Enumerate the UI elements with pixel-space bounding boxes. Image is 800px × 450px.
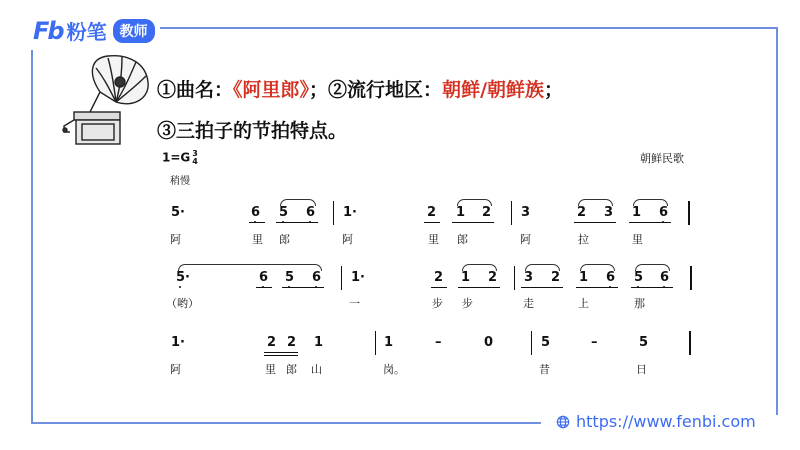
brand-logo — [33, 16, 155, 45]
underline-beam — [424, 222, 440, 223]
note: 1· — [343, 205, 357, 220]
slur — [280, 199, 316, 206]
tempo-marking: 稍慢 — [170, 176, 190, 187]
brand-name: 粉笔 — [66, 20, 107, 44]
globe-icon — [556, 415, 570, 429]
note: 6 — [259, 271, 268, 285]
key-label: 1=G — [162, 150, 191, 165]
note: – — [435, 335, 442, 350]
slur — [178, 264, 322, 271]
lyric: 一 — [349, 297, 360, 310]
region-answer: 朝鲜/朝鲜族 — [442, 79, 545, 101]
underline-beam — [576, 287, 618, 288]
underline-beam — [264, 355, 298, 356]
note: 3 — [604, 205, 614, 220]
score-key-signature — [162, 150, 198, 166]
question-3-line — [157, 116, 347, 143]
barline — [375, 331, 376, 355]
barline — [341, 266, 342, 290]
barline — [690, 266, 692, 290]
note: 1 — [314, 335, 324, 350]
q1-end: ； — [544, 79, 564, 101]
barline — [688, 201, 690, 225]
time-bottom: 4 — [192, 157, 198, 166]
note: 6 — [606, 271, 615, 285]
slur — [457, 199, 492, 206]
note: 2 — [482, 205, 492, 220]
note: 6 — [660, 271, 669, 285]
underline-beam — [629, 222, 671, 223]
note: 6 — [312, 271, 321, 285]
q2-label: ②流行地区： — [328, 79, 443, 101]
note: 5 — [285, 271, 294, 285]
slur — [578, 199, 613, 206]
slur — [462, 264, 497, 271]
note: 2 — [551, 270, 561, 285]
frame-top-line — [160, 27, 777, 29]
underline-beam — [431, 287, 447, 288]
lyric: 里 — [252, 233, 263, 246]
barline — [531, 331, 532, 355]
underline-beam — [256, 287, 272, 288]
barline — [511, 201, 512, 225]
lyric: 昔 — [539, 363, 550, 376]
underline-beam — [574, 222, 616, 223]
note: 2 — [488, 270, 498, 285]
lyric: 步 — [432, 297, 443, 310]
frame-right-line — [776, 27, 778, 415]
lyric: 步 — [462, 297, 473, 310]
lyric: 里 — [632, 233, 643, 246]
underline-beam — [452, 222, 494, 223]
question-1-line — [157, 75, 563, 102]
lyric: 郎 — [457, 233, 468, 246]
q1-prefix: ①曲名： — [157, 79, 234, 101]
time-top: 3 — [192, 149, 198, 158]
lyric: 日 — [636, 363, 647, 376]
underline-beam — [264, 352, 298, 353]
lyric: 郎 — [286, 363, 297, 376]
brand-mark: Fb — [33, 16, 63, 45]
note: 2 — [427, 205, 437, 220]
brand-badge: 教师 — [113, 19, 155, 43]
note: 5 — [639, 335, 649, 350]
lyric: 阿 — [170, 233, 181, 246]
note: 1 — [461, 270, 471, 285]
underline-beam — [631, 287, 673, 288]
slur — [525, 264, 560, 271]
website-url[interactable]: https://www.fenbi.com — [576, 412, 756, 431]
note: 6 — [659, 206, 668, 220]
barline — [333, 201, 334, 225]
note: 3 — [524, 270, 534, 285]
q1-separator: ； — [309, 79, 329, 101]
note: 6 — [306, 206, 315, 220]
website-link[interactable] — [556, 412, 756, 431]
q3-text: ③三拍子的节拍特点。 — [157, 120, 348, 142]
note: 2 — [434, 270, 444, 285]
note: 1· — [351, 270, 365, 285]
song-title: 《阿里郎》 — [233, 79, 310, 101]
lyric: （哟） — [166, 297, 199, 310]
lyric: 上 — [578, 297, 589, 310]
note: 1· — [171, 335, 185, 350]
time-signature — [192, 150, 198, 166]
underline-beam — [521, 287, 563, 288]
note: 5 — [541, 335, 551, 350]
note: 2 — [267, 335, 277, 350]
barline — [689, 331, 691, 355]
lyric: 山 — [311, 363, 322, 376]
lyric: 郎 — [279, 233, 290, 246]
underline-beam — [249, 222, 265, 223]
note: 0 — [484, 335, 494, 350]
note: 5 — [634, 271, 643, 285]
lyric: 阿 — [520, 233, 531, 246]
lyric: 拉 — [578, 233, 589, 246]
note: 1 — [579, 270, 589, 285]
phonograph-icon — [60, 52, 152, 148]
note: 1 — [384, 335, 394, 350]
composer-label: 朝鲜民歌 — [640, 152, 684, 165]
note: 1 — [632, 205, 642, 220]
frame-bottom-line — [31, 422, 541, 424]
note: – — [591, 335, 598, 350]
slur — [633, 199, 668, 206]
lyric: 阿 — [170, 363, 181, 376]
note: 1 — [456, 205, 466, 220]
lyric: 那 — [634, 297, 645, 310]
slur — [580, 264, 615, 271]
note: 5· — [176, 271, 190, 285]
lyric: 岗。 — [383, 363, 405, 376]
note: 2 — [577, 205, 587, 220]
underline-beam — [458, 287, 500, 288]
barline — [514, 266, 515, 290]
note: 6 — [251, 206, 260, 220]
lyric: 走 — [523, 297, 534, 310]
underline-beam — [282, 287, 324, 288]
underline-beam — [276, 222, 318, 223]
note: 5· — [171, 205, 185, 220]
slur — [635, 264, 670, 271]
note: 5 — [279, 206, 288, 220]
note: 2 — [287, 335, 297, 350]
note: 3 — [521, 205, 531, 220]
lyric: 阿 — [342, 233, 353, 246]
lyric: 里 — [428, 233, 439, 246]
frame-left-line — [31, 50, 33, 422]
lyric: 里 — [265, 363, 276, 376]
